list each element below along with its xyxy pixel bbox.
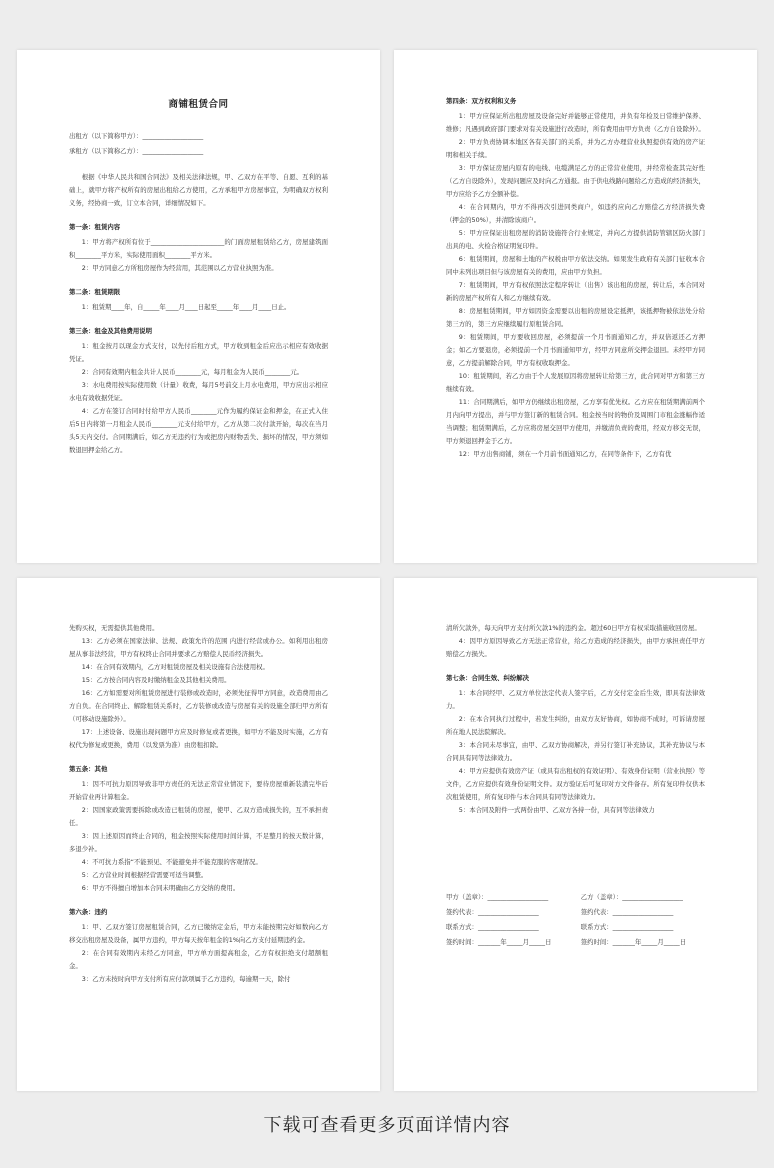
clause: 2：甲方负责协调本地区各有关部门的关系，并为乙方办理营业执照提供有效的房产证明和相关手续。 bbox=[446, 138, 705, 159]
clause: 4：在合同期内，甲方不得再次引进同类商户，如违约应向乙方赔偿乙方经济损失费（押金的50%），并清除该商户。 bbox=[446, 203, 705, 224]
clause: 1：甲、乙双方签订房屋租赁合同，乙方已缴纳定金后，甲方未能按期完好如数向乙方移交出租房屋及设备，属甲方违约，甲方每天按年租金的1%向乙方支付延期违约金。 bbox=[69, 923, 328, 944]
clause: 9：租赁期间，甲方要收回房屋，必须提前一个月书面通知乙方，并双倍返还乙方押金；如乙方要退房，必须提前一个月书面通知甲方，经甲方同意所交押金退回。未经甲方同意，乙方提前解除合同，甲方有权收取押金。 bbox=[446, 333, 705, 367]
section-heading: 第一条：租赁内容 bbox=[69, 223, 121, 231]
lessor-line: 出租方（以下简称甲方）：___________________ bbox=[69, 132, 204, 140]
intro-paragraph: 根据《中华人民共和国合同法》及相关法律法规，甲、乙双方在平等、自愿、互利的基础上，就甲方将产权所有的房屋出租给乙方使用，乙方承租甲方房屋事宜，为明确双方权利义务，经协商一致，订立本合同，详细情况如下。 bbox=[69, 173, 328, 207]
clause: 8：房屋租赁期间，甲方如因资金需要以出租的房屋设定抵押，该抵押物被依法处分给第三方的，第三方应继续履行原租赁合同。 bbox=[446, 307, 705, 328]
download-prompt[interactable]: 下载可查看更多页面详情内容 bbox=[263, 1115, 511, 1136]
clause: 5：乙方营业时间根据经营需要可适当调整。 bbox=[81, 871, 208, 879]
clause: 7：租赁期间，甲方有权依照法定程序转让（出售）该出租的房屋，转让后，本合同对新的房屋产权所有人和乙方继续有效。 bbox=[446, 281, 705, 302]
clause: 2：合同有效期内租金共计人民币________元，每月租金为人民币________元。 bbox=[81, 368, 304, 376]
clause: 6：甲方不得擅自增加本合同未明确由乙方交纳的费用。 bbox=[81, 884, 240, 892]
clause: 3：因上述原因而终止合同的，租金按照实际使用时间计算，不足整月的按天数计算，多退少补。 bbox=[69, 832, 328, 853]
clause: 1：租金按月以现金方式支付，以先付后租方式，甲方收到租金后应出示相应有效收据凭证。 bbox=[69, 342, 328, 363]
clause: 1：甲方应保证所出租房屋及设备完好并能够正常使用，并负有年检及日常维护保养、维修；凡遇到政府部门要求对有关设施进行改造时，所有费用由甲方负责（乙方自设除外）。 bbox=[446, 112, 705, 133]
continued-text: 清所欠款外，每天向甲方支付所欠款1%的违约金。超过60日甲方有权采取措施收回房屋。 bbox=[446, 624, 701, 632]
party-b-seal-line: 乙方（盖章）：___________________ bbox=[580, 893, 683, 901]
clause: 1：甲方将产权所有位于_______________________的门面房屋租赁给乙方，房屋建筑面积________平方米，实际使用面积________平方米。 bbox=[69, 238, 328, 259]
section-heading: 第四条：双方权利和义务 bbox=[446, 97, 517, 105]
clause: 3：水电费用按实际使用数（计量）收费，每月5号前交上月水电费用，甲方应出示相应水电有效收据凭证。 bbox=[69, 381, 328, 402]
party-b-rep-line: 签约代表：___________________ bbox=[580, 908, 674, 916]
clause: 3：甲方保证房屋内原有的电线、电缆满足乙方的正常营业使用，并经常检查其完好性（乙方自设除外），发现问题应及时向乙方通报。由于供电线路问题给乙方造成的经济损失，甲方应给予乙方全额补偿。 bbox=[446, 164, 705, 198]
party-b-contact-line: 联系方式：___________________ bbox=[580, 923, 674, 931]
clause: 5：甲方应保证出租房屋的消防设施符合行业规定，并向乙方提供消防管辖区防火部门出具的电、火检合格证明复印件。 bbox=[446, 229, 705, 250]
section-heading: 第二条：租赁期限 bbox=[69, 288, 121, 296]
lessee-line: 承租方（以下简称乙方）：___________________ bbox=[69, 147, 204, 155]
clause: 17：上述设备、设施出现问题甲方应及时修复或者更换，如甲方不能及时实施，乙方有权代为修复或更换，费用（以发票为准）由房租扣除。 bbox=[69, 728, 328, 749]
clause: 12：甲方出售商铺，须在一个月前书面通知乙方，在同等条件下，乙方有优 bbox=[458, 450, 672, 458]
party-b-date-line: 签约时间：_______年_____月_____日 bbox=[580, 938, 687, 946]
clause: 4：乙方在签订合同时付给甲方人民币________元作为履约保证金和押金，在正式入住后5日内将第一月租金人民币________元支付给甲方，乙方从第二次付款开始，每次在当月头5天内交付。合同期满后，如乙方无违约行为或把房内财物丢失、损坏的情况，甲方须如数退回押金给乙方。 bbox=[69, 407, 328, 454]
clause: 3：乙方未按时向甲方支付所有应付款项属于乙方违约，每逾期一天，除付 bbox=[81, 975, 291, 983]
clause: 10：租赁期间，若乙方由于个人发展原因将房屋转让给第三方，此合同对甲方和第三方继续有效。 bbox=[446, 372, 705, 393]
clause: 2：在合同有效期内未经乙方同意，甲方单方面提高租金，乙方有权拒绝支付超额租金。 bbox=[69, 949, 328, 970]
party-a-rep-line: 签约代表：___________________ bbox=[446, 908, 539, 916]
clause: 4：不可抗力系指“不能预见、不能避免并不能克服的客观情况。 bbox=[81, 858, 262, 866]
party-a-seal-line: 甲方（盖章）：___________________ bbox=[446, 893, 549, 901]
clause: 1：本合同经甲、乙双方单位法定代表人签字后，乙方交付定金后生效，即具有法律效力。 bbox=[446, 689, 705, 710]
section-heading: 第六条：违约 bbox=[69, 908, 108, 916]
clause: 4：甲方应提供有效房产证（或具有出租权的有效证明）、有效身份证明（营业执照）等文件，乙方应提供有效身份证明文件。双方验证后可复印对方文件备存。所有复印件仅供本次租赁使用，所有复印件与本合同具有同等法律效力。 bbox=[446, 767, 705, 801]
clause: 2：因国家政策需要拆除或改造已租赁的房屋，使甲、乙双方造成损失的，互不承担责任。 bbox=[69, 806, 328, 827]
clause: 11：合同期满后，如甲方仍继续出租房屋，乙方享有优先权。乙方应在租赁期满前两个月内向甲方提出，并与甲方签订新的租赁合同。租金按当时的物价及周围门市租金涨幅作适当调整；租赁期满后，乙方应将房屋交回甲方使用，并缴清负责的费用，经双方移交无误，甲方须退回押金于乙方。 bbox=[446, 398, 705, 445]
section-heading: 第七条：合同生效、纠纷解决 bbox=[446, 674, 530, 682]
contract-page-1 bbox=[17, 50, 380, 563]
clause: 1：因不可抗力原因导致非甲方责任的无法正常营业情况下，要待房屋重新装潢完毕后开始营业再计算租金。 bbox=[69, 780, 328, 801]
clause: 13：乙方必须在国家法律、法规、政策允许的范围 内进行经营或办公。如利用出租房屋从事非法经营，甲方有权终止合同并要求乙方赔偿人民币经济损失。 bbox=[69, 637, 328, 658]
party-a-contact-line: 联系方式：___________________ bbox=[446, 923, 539, 931]
party-a-date-line: 签约时间：_______年_____月_____日 bbox=[446, 938, 552, 946]
clause: 16：乙方如需要对所租赁房屋进行装修或改造时，必须先征得甲方同意，改造费用由乙方自负。在合同终止、解除租赁关系时，乙方装修或改造与房屋有关的设施全部归甲方所有（可移动设施除外）。 bbox=[69, 689, 328, 723]
clause: 1：租赁期____年，自_____年____月____日起至_____年____月____日止。 bbox=[81, 303, 291, 311]
clause: 15：乙方按合同内容及时缴纳租金及其他相关费用。 bbox=[81, 676, 231, 684]
contract-page-4 bbox=[394, 578, 757, 1091]
contract-title: 商铺租赁合同 bbox=[168, 99, 229, 110]
section-heading: 第五条：其他 bbox=[69, 765, 108, 773]
clause: 5：本合同及附件一式两份由甲、乙双方各持一份，具有同等法律效力 bbox=[458, 806, 655, 814]
clause: 4：因甲方原因导致乙方无法正常营业，给乙方造成的经济损失，由甲方承担责任甲方赔偿乙方损失。 bbox=[446, 637, 705, 658]
clause: 3：本合同未尽事宜，由甲、乙双方协商解决，并另行签订补充协议，其补充协议与本合同具有同等法律效力。 bbox=[446, 741, 705, 762]
clause: 2：在本合同执行过程中，若发生纠纷，由双方友好协商，如协商不成时，可诉请房屋所在地人民法院解决。 bbox=[446, 715, 705, 736]
clause: 14：在合同有效期内，乙方对租赁房屋及相关设施有合法使用权。 bbox=[81, 663, 269, 671]
contract-page-2 bbox=[394, 50, 757, 563]
signature-block bbox=[446, 890, 705, 950]
clause: 6：租赁期间，房屋和土地的产权税由甲方依法交纳。如果发生政府有关部门征收本合同中未列出项目但与该房屋有关的费用，应由甲方负担。 bbox=[446, 255, 705, 276]
contract-page-3 bbox=[17, 578, 380, 1091]
section-heading: 第三条：租金及其他费用说明 bbox=[69, 327, 153, 335]
continued-text: 先购买权，无需提供其他费用。 bbox=[69, 624, 159, 632]
clause: 2：甲方同意乙方所租房屋作为经营用，其范围以乙方营业执照为准。 bbox=[81, 264, 278, 272]
